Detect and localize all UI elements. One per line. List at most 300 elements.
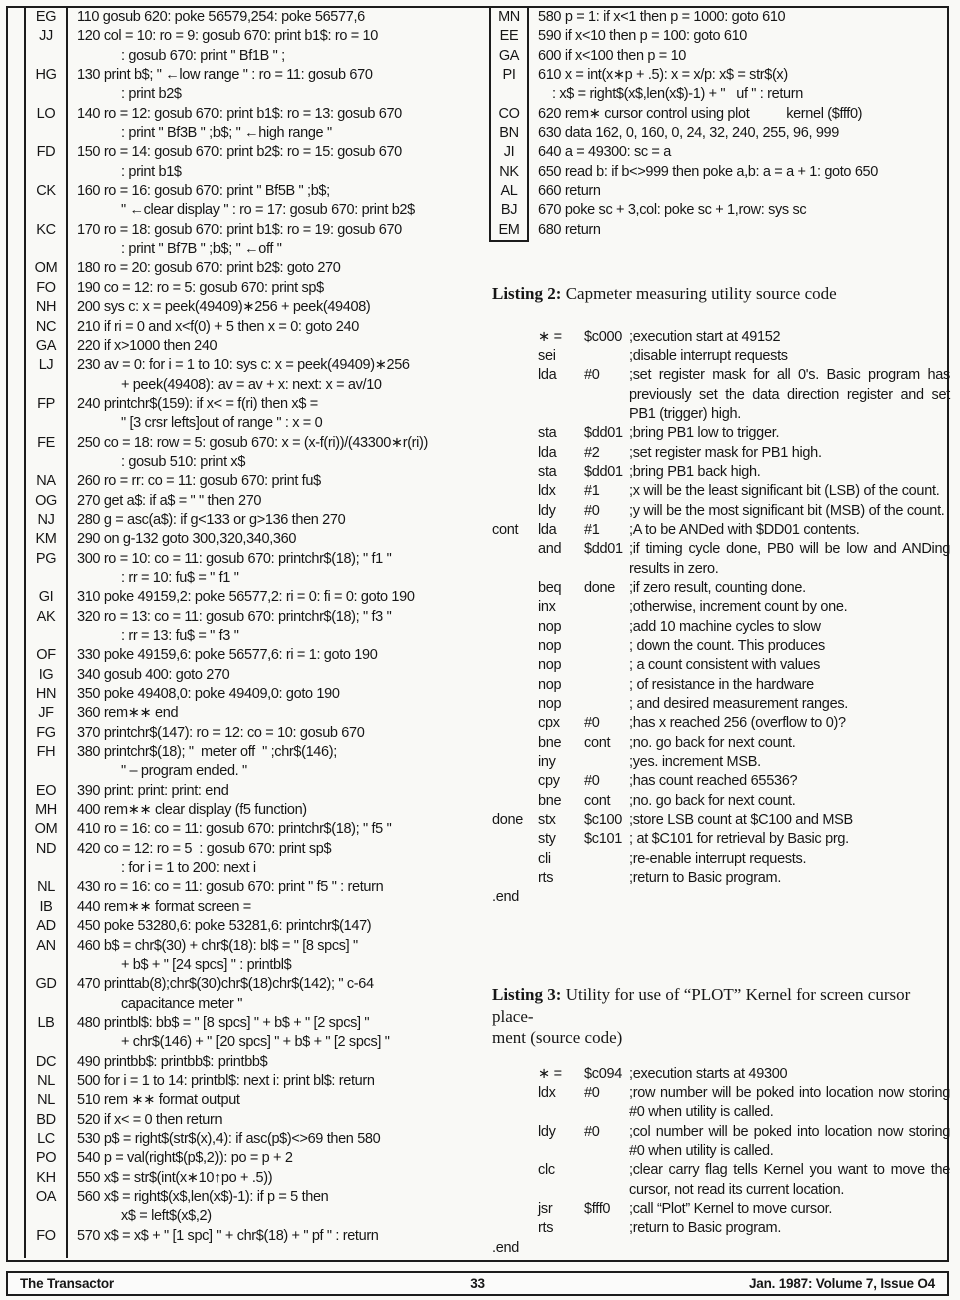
asm-label: [492, 637, 538, 656]
checksum-code: LJ: [24, 356, 68, 395]
asm-comment: ;row number will be poked into location now storing #0 when utility is called.: [629, 1084, 950, 1121]
asm-label: [492, 869, 538, 888]
basic-code-line: 190 co = 12: ro = 5: gosub 670: print sp$: [77, 279, 324, 296]
checksum-code: OG: [24, 492, 68, 511]
asm-operand: $dd01: [584, 541, 623, 558]
asm-operand: #0: [584, 715, 600, 732]
checksum-code: FO: [24, 1227, 68, 1246]
basic-code-line: 410 ro = 16: co = 11: gosub 670: printchr$(18); " f5 ": [77, 821, 392, 838]
asm-comment: ;set register mask for PB1 high.: [629, 444, 822, 461]
listing-row: [24, 685, 480, 704]
asm-operand: [584, 1239, 629, 1258]
asm-operand: #0: [584, 1084, 600, 1101]
checksum-code: BJ: [489, 201, 529, 220]
basic-code-line: 520 if x< = 0 then return: [77, 1111, 223, 1128]
asm-comment: ;no. go back for next count.: [629, 734, 796, 751]
basic-code-line: 500 for i = 1 to 14: printbl$: next i: print bl$: return: [77, 1072, 375, 1089]
asm-opcode: lda: [538, 521, 557, 538]
asm-label: [492, 1123, 538, 1162]
checksum-code: AK: [24, 608, 68, 647]
asm-comment: ;A to be ANDed with $DD01 contents.: [629, 521, 860, 538]
asm-opcode: ldy: [538, 502, 556, 519]
asm-operand: #0: [584, 773, 600, 790]
listing-row: [24, 666, 480, 685]
basic-code-line: 110 gosub 620: poke 56579,254: poke 56577,6: [77, 9, 365, 25]
listing-row: [24, 1014, 480, 1053]
listing-row: [24, 259, 480, 278]
checksum-code: JJ: [24, 27, 68, 66]
basic-code-line: 620 rem∗ cursor control using plot kernel ($fff0): [538, 105, 863, 122]
asm-opcode: nop: [538, 618, 562, 635]
listing-row: [489, 66, 951, 105]
asm-comment: ;has x reached 256 (overflow to 0)?: [629, 715, 846, 732]
checksum-code: FO: [24, 279, 68, 298]
asm-label: [492, 424, 538, 443]
asm-operand: #1: [584, 521, 600, 538]
listing-row: [24, 8, 480, 27]
basic-code-line: 670 poke sc + 3,col: poke sc + 1,row: sys sc: [538, 202, 807, 219]
checksum-code: PI: [489, 66, 529, 105]
listing-row: [24, 1053, 480, 1072]
checksum-code: CK: [24, 182, 68, 221]
checksum-code: HN: [24, 685, 68, 704]
asm-opcode: rts: [538, 870, 554, 887]
listing-row: [24, 1111, 480, 1130]
checksum-code: AD: [24, 917, 68, 936]
asm-opcode: and: [538, 541, 562, 558]
asm-operand: $c101: [584, 831, 623, 848]
asm-operand: done: [584, 579, 616, 596]
asm-operand: [584, 888, 629, 907]
basic-code-line: 270 get a$: if a$ = " " then 270: [77, 492, 262, 509]
checksum-code: LC: [24, 1130, 68, 1149]
asm-operand: [584, 347, 629, 366]
basic-code-line: 290 on g-132 goto 300,320,340,360: [77, 531, 297, 548]
listing-row: [24, 608, 480, 647]
asm-comment: ;otherwise, increment count by one.: [629, 599, 848, 616]
asm-opcode: ldy: [538, 1123, 556, 1140]
asm-opcode: cpx: [538, 715, 560, 732]
checksum-code: NL: [24, 1072, 68, 1091]
asm-comment: ;if timing cycle done, PB0 will be low and ANDing results in zero.: [629, 541, 950, 577]
asm-opcode: inx: [538, 599, 556, 616]
asm-label: [492, 347, 538, 366]
basic-code-line: 340 gosub 400: goto 270: [77, 666, 230, 683]
listing-row: [24, 724, 480, 743]
listing-row: [24, 1188, 480, 1227]
listing-row: [24, 646, 480, 665]
asm-operand: $c100: [584, 812, 623, 829]
asm-opcode: nop: [538, 696, 562, 713]
listing-row: [24, 66, 480, 105]
basic-code-line: 300 ro = 10: co = 11: gosub 670: printchr$(18); " f1 " : rr = 10: fu$ = " f1 ": [77, 550, 392, 586]
listing-row: [24, 472, 480, 491]
listing-row: [489, 143, 951, 162]
checksum-code: NC: [24, 318, 68, 337]
asm-operand: [584, 753, 629, 772]
basic-code-line: 560 x$ = right$(x$,len(x$)-1): if p = 5 then x$ = left$(x$,2): [77, 1188, 329, 1225]
basic-code-line: 430 ro = 16: co = 11: gosub 670: print " f5 " : return: [77, 879, 384, 896]
asm-comment: [629, 1239, 950, 1258]
basic-code-line: 510 rem ∗∗ format output: [77, 1092, 240, 1109]
asm-opcode: bne: [538, 734, 562, 751]
listing-row: [24, 937, 480, 976]
asm-opcode: ldx: [538, 1084, 556, 1101]
listing-row: [489, 221, 951, 242]
checksum-code: NH: [24, 298, 68, 317]
asm-opcode: sta: [538, 463, 557, 480]
listing-row: [24, 298, 480, 317]
listing-row: [24, 511, 480, 530]
listing-row: [24, 588, 480, 607]
asm-opcode: rts: [538, 1220, 554, 1237]
asm-operand: [584, 850, 629, 869]
listing-row: [24, 492, 480, 511]
asm-opcode: nop: [538, 657, 562, 674]
basic-code-line: 360 rem∗∗ end: [77, 705, 179, 722]
checksum-gutter: [24, 1246, 68, 1258]
asm-opcode: ∗ =: [538, 1065, 562, 1082]
checksum-code: GA: [489, 47, 529, 66]
basic-code-line: 180 ro = 20: gosub 670: print b2$: goto 270: [77, 260, 341, 277]
checksum-code: GA: [24, 337, 68, 356]
asm-operand: cont: [584, 792, 611, 809]
checksum-code: AN: [24, 937, 68, 976]
listing-row: [24, 550, 480, 589]
basic-code-line: 160 ro = 16: gosub 670: print " Bf5B " ;b$; " ←clear display " : ro = 17: gosub 670: print b2$: [77, 183, 415, 219]
listing-row: [24, 975, 480, 1014]
checksum-code: ND: [24, 840, 68, 879]
checksum-code: EE: [489, 27, 529, 46]
checksum-code: MN: [489, 8, 529, 27]
asm-label: .end: [492, 889, 520, 906]
asm-comment: ;add 10 machine cycles to slow: [629, 618, 821, 635]
asm-comment: ;bring PB1 back high.: [629, 463, 761, 480]
checksum-code: NJ: [24, 511, 68, 530]
listing-row: [24, 395, 480, 434]
checksum-code: AL: [489, 182, 529, 201]
listing2-assembly-code: [492, 328, 950, 908]
listing-row: [489, 8, 951, 27]
asm-comment: ;execution starts at 49300: [629, 1065, 788, 1082]
asm-comment: ;col number will be poked into location now storing #0 when utility is called.: [629, 1123, 950, 1159]
checksum-code: KM: [24, 530, 68, 549]
listing3-caption-text: Utility for use of “PLOT” Kernel for screen cursor place-: [492, 985, 911, 1026]
basic-code-line: 380 printchr$(18); " meter off " ;chr$(146); " – program ended. ": [77, 744, 337, 780]
asm-operand: $dd01: [584, 463, 623, 480]
checksum-code: NL: [24, 878, 68, 897]
listing-row: [24, 1072, 480, 1091]
asm-operand: [584, 869, 629, 888]
asm-comment: ;store LSB count at $C100 and MSB: [629, 812, 853, 829]
checksum-code: DC: [24, 1053, 68, 1072]
listing-row: [24, 1130, 480, 1149]
asm-comment: ;x will be the least significant bit (LSB) of the count.: [629, 483, 940, 500]
basic-code-line: 480 printbl$: bb$ = " [8 spcs] " + b$ + " [2 spcs] " + chr$(146) + " [20 spcs] " + b$ + " [2 spcs] ": [77, 1014, 390, 1051]
asm-comment: ;bring PB1 low to trigger.: [629, 425, 780, 442]
asm-label: [492, 753, 538, 772]
basic-code-line: 320 ro = 13: co = 11: gosub 670: printchr$(18); " f3 " : rr = 13: fu$ = " f3 ": [77, 608, 392, 644]
asm-opcode: nop: [538, 676, 562, 693]
asm-comment: ; at $C101 for retrieval by Basic prg.: [629, 831, 849, 848]
asm-label: [492, 792, 538, 811]
asm-operand: #0: [584, 367, 600, 384]
checksum-code: CO: [489, 105, 529, 124]
asm-label: [492, 579, 538, 598]
asm-comment: ;has count reached 65536?: [629, 773, 798, 790]
asm-operand: cont: [584, 734, 611, 751]
asm-operand: $c094: [584, 1065, 623, 1082]
basic-code-line: 400 rem∗∗ clear display (f5 function): [77, 802, 307, 819]
asm-operand: #2: [584, 444, 600, 461]
checksum-code: BD: [24, 1111, 68, 1130]
listing-row: [24, 801, 480, 820]
listing-row: [24, 143, 480, 182]
asm-operand: [584, 695, 629, 714]
asm-comment: ; down the count. This produces: [629, 638, 825, 654]
listing-row: [489, 182, 951, 201]
checksum-code: OF: [24, 646, 68, 665]
asm-label: [492, 676, 538, 695]
checksum-code: PG: [24, 550, 68, 589]
checksum-code: HG: [24, 66, 68, 105]
asm-comment: ;execution start at 49152: [629, 328, 781, 345]
asm-operand: $c000: [584, 328, 623, 345]
checksum-code: FP: [24, 395, 68, 434]
asm-comment: ;re-enable interrupt requests.: [629, 850, 807, 867]
checksum-code: FG: [24, 724, 68, 743]
checksum-code: FE: [24, 434, 68, 473]
basic-code-line: 540 p = val(right$(p$,2)): po = p + 2: [77, 1150, 293, 1167]
asm-label: [492, 714, 538, 733]
asm-label: cont: [492, 521, 519, 538]
asm-comment: ; of resistance in the hardware: [629, 676, 814, 693]
asm-operand: [584, 598, 629, 617]
checksum-code: MH: [24, 801, 68, 820]
asm-operand: #0: [584, 1123, 600, 1140]
listing-row: [24, 27, 480, 66]
listing-row: [489, 105, 951, 124]
asm-operand: [584, 1219, 629, 1238]
basic-code-line: 240 printchr$(159): if x< = f(ri) then x$ = " [3 crsr lefts]out of range " : x = 0: [77, 395, 323, 432]
checksum-code: JI: [489, 143, 529, 162]
basic-code-line: 120 col = 10: ro = 9: gosub 670: print b1$: ro = 10 : gosub 670: print " Bf1B " ;: [77, 28, 378, 64]
asm-label: [492, 328, 538, 347]
listing-row: [24, 221, 480, 260]
asm-label: [492, 540, 538, 579]
checksum-code: LO: [24, 105, 68, 144]
basic-code-line: 680 return: [538, 221, 601, 238]
listing-row: [24, 279, 480, 298]
asm-opcode: [538, 888, 584, 907]
asm-opcode: bne: [538, 792, 562, 809]
asm-operand: $fff0: [584, 1200, 611, 1217]
asm-label: [492, 482, 538, 501]
basic-code-line: 630 data 162, 0, 160, 0, 24, 32, 240, 255, 96, 999: [538, 125, 839, 142]
basic-code-line: 250 co = 18: row = 5: gosub 670: x = (x-f(ri))/(43300∗r(ri)) : gosub 510: print x$: [77, 434, 428, 470]
basic-code-line: 530 p$ = right$(str$(x),4): if asc(p$)<>69 then 580: [77, 1130, 381, 1147]
checksum-code: FD: [24, 143, 68, 182]
asm-opcode: jsr: [538, 1200, 553, 1217]
listing-row: [489, 27, 951, 46]
basic-code-line: 330 poke 49159,6: poke 56577,6: ri = 1: goto 190: [77, 647, 378, 664]
asm-label: [492, 850, 538, 869]
listing-row: [24, 434, 480, 473]
listing3-caption: [492, 984, 950, 1049]
listing2-caption-text: Capmeter measuring utility source code: [561, 284, 837, 303]
basic-code-line: 650 read b: if b<>999 then poke a,b: a = a + 1: goto 650: [538, 163, 878, 180]
listing-row: [24, 318, 480, 337]
asm-opcode: lda: [538, 444, 557, 461]
listing-row: [24, 337, 480, 356]
checksum-code: OA: [24, 1188, 68, 1227]
basic-code-line: 170 ro = 18: gosub 670: print b1$: ro = 19: gosub 670 : print " Bf7B " ;b$; " ←off ": [77, 221, 402, 258]
basic-code-line: 550 x$ = str$(int(x∗10↑po + .5)): [77, 1169, 273, 1186]
basic-code-line: 350 poke 49408,0: poke 49409,0: goto 190: [77, 686, 340, 703]
checksum-code: PO: [24, 1149, 68, 1168]
basic-code-line: 490 printbb$: printbb$: printbb$: [77, 1053, 268, 1070]
asm-opcode: iny: [538, 754, 556, 771]
asm-comment: ;return to Basic program.: [629, 870, 782, 887]
asm-opcode: beq: [538, 579, 562, 596]
listing3-section: [492, 984, 950, 1258]
asm-label: [492, 656, 538, 675]
basic-code-line: 660 return: [538, 183, 601, 200]
asm-label: [492, 1065, 538, 1084]
checksum-code: NK: [489, 163, 529, 182]
asm-comment: ;call “Plot” Kernel to move cursor.: [629, 1200, 833, 1217]
listing-row: [24, 878, 480, 897]
listing-row: [24, 898, 480, 917]
asm-opcode: sei: [538, 347, 556, 364]
asm-comment: ;y will be the most significant bit (MSB) of the count.: [629, 502, 945, 519]
basic-code-line: 210 if ri = 0 and x<f(0) + 5 then x = 0: goto 240: [77, 318, 359, 335]
asm-comment: ;set register mask for all 0's. Basic program has previously set the data direction register and set PB1 (trigger) high.: [629, 367, 950, 422]
asm-opcode: cli: [538, 850, 551, 867]
listing-row: [24, 1149, 480, 1168]
listing-row: [489, 47, 951, 66]
listing2-caption-label: Listing 2:: [492, 284, 562, 303]
asm-comment: ;no. go back for next count.: [629, 792, 796, 809]
checksum-code: OM: [24, 820, 68, 839]
checksum-code: EG: [24, 8, 68, 27]
asm-label: [492, 695, 538, 714]
checksum-code: LB: [24, 1014, 68, 1053]
footer-magazine-title: The Transactor: [20, 1276, 114, 1291]
asm-label: [492, 830, 538, 849]
basic-code-line: 580 p = 1: if x<1 then p = 1000: goto 610: [538, 9, 786, 25]
checksum-code: IB: [24, 898, 68, 917]
footer-page-number: 33: [470, 1276, 485, 1291]
checksum-code: BN: [489, 124, 529, 143]
asm-opcode: stx: [538, 812, 556, 829]
asm-operand: [584, 1161, 629, 1200]
asm-opcode: sty: [538, 831, 556, 848]
checksum-code: IG: [24, 666, 68, 685]
basic-code-line: 460 b$ = chr$(30) + chr$(18): bl$ = " [8 spcs] " + b$ + " [24 spcs] " : printbl$: [77, 937, 358, 973]
listing-row: [24, 820, 480, 839]
asm-comment: ;if zero result, counting done.: [629, 579, 806, 596]
asm-operand: [584, 656, 629, 675]
checksum-code: OM: [24, 259, 68, 278]
checksum-code: FH: [24, 743, 68, 782]
basic-code-line: 600 if x<100 then p = 10: [538, 47, 687, 64]
listing-row: [24, 917, 480, 936]
checksum-code: KC: [24, 221, 68, 260]
asm-comment: ; a count consistent with values: [629, 657, 821, 674]
listing-row: [489, 124, 951, 143]
asm-opcode: ∗ =: [538, 328, 562, 345]
asm-opcode: [538, 1239, 584, 1258]
asm-label: [492, 618, 538, 637]
asm-label: [492, 502, 538, 521]
basic-code-line: 260 ro = rr: co = 11: gosub 670: print fu$: [77, 473, 321, 490]
asm-comment: ;clear carry flag tells Kernel you want to move the cursor, not read its current location.: [629, 1162, 950, 1198]
checksum-code: EO: [24, 782, 68, 801]
asm-opcode: nop: [538, 638, 562, 654]
asm-label: [492, 734, 538, 753]
asm-label: [492, 1161, 538, 1200]
asm-label: [492, 1084, 538, 1123]
basic-code-line: 450 poke 53280,6: poke 53281,6: printchr$(147): [77, 918, 372, 935]
asm-opcode: ldx: [538, 483, 556, 500]
asm-opcode: clc: [538, 1162, 555, 1179]
checksum-code: NA: [24, 472, 68, 491]
asm-operand: [584, 637, 629, 656]
footer-issue-date: Jan. 1987: Volume 7, Issue O4: [748, 1276, 935, 1291]
asm-opcode: sta: [538, 425, 557, 442]
asm-comment: ;return to Basic program.: [629, 1220, 782, 1237]
checksum-code: EM: [489, 221, 529, 242]
basic-code-line: 570 x$ = x$ + " [1 spc] " + chr$(18) + " pf " : return: [77, 1227, 379, 1244]
basic-code-line: 130 print b$; " ←low range " : ro = 11: gosub 670 : print b2$: [77, 67, 373, 103]
listing2-caption: [492, 283, 950, 305]
listing-row: [24, 182, 480, 221]
asm-label: [492, 1200, 538, 1219]
asm-label: [492, 366, 538, 424]
basic-code-line: 470 printtab(8);chr$(30)chr$(18)chr$(142); " c-64 capacitance meter ": [77, 976, 374, 1012]
listing3-assembly-code: [492, 1065, 950, 1258]
listing-row: [489, 163, 951, 182]
asm-label: [492, 598, 538, 617]
listing-row: [24, 704, 480, 723]
listing3-caption-line2: ment (source code): [492, 1028, 623, 1047]
asm-operand: [584, 618, 629, 637]
checksum-code: GD: [24, 975, 68, 1014]
asm-label: [492, 444, 538, 463]
asm-opcode: cpy: [538, 773, 560, 790]
asm-label: [492, 1219, 538, 1238]
asm-label: .end: [492, 1239, 520, 1256]
asm-comment: ; and desired measurement ranges.: [629, 696, 849, 713]
checksum-code: KH: [24, 1169, 68, 1188]
listing-row: [24, 1227, 480, 1246]
basic-code-line: 230 av = 0: for i = 1 to 10: sys c: x = peek(49409)∗256 + peek(49408): av = av + x: next: x = av/10: [77, 357, 410, 393]
listing-row: [24, 743, 480, 782]
listing-row: [24, 782, 480, 801]
basic-code-line: 140 ro = 12: gosub 670: print b1$: ro = 13: gosub 670 : print " Bf3B " ;b$; " ←high range ": [77, 105, 402, 142]
asm-opcode: lda: [538, 367, 557, 384]
basic-code-line: 280 g = asc(a$): if g<133 or g>136 then 270: [77, 511, 346, 528]
asm-label: done: [492, 812, 524, 829]
basic-listing-right-column: [489, 8, 951, 242]
asm-operand: [584, 676, 629, 695]
gutter-filler: [24, 1246, 480, 1258]
listing-row: [24, 356, 480, 395]
listing-row: [24, 1169, 480, 1188]
basic-code-line: 200 sys c: x = peek(49409)∗256 + peek(49408): [77, 299, 371, 316]
checksum-code: GI: [24, 588, 68, 607]
